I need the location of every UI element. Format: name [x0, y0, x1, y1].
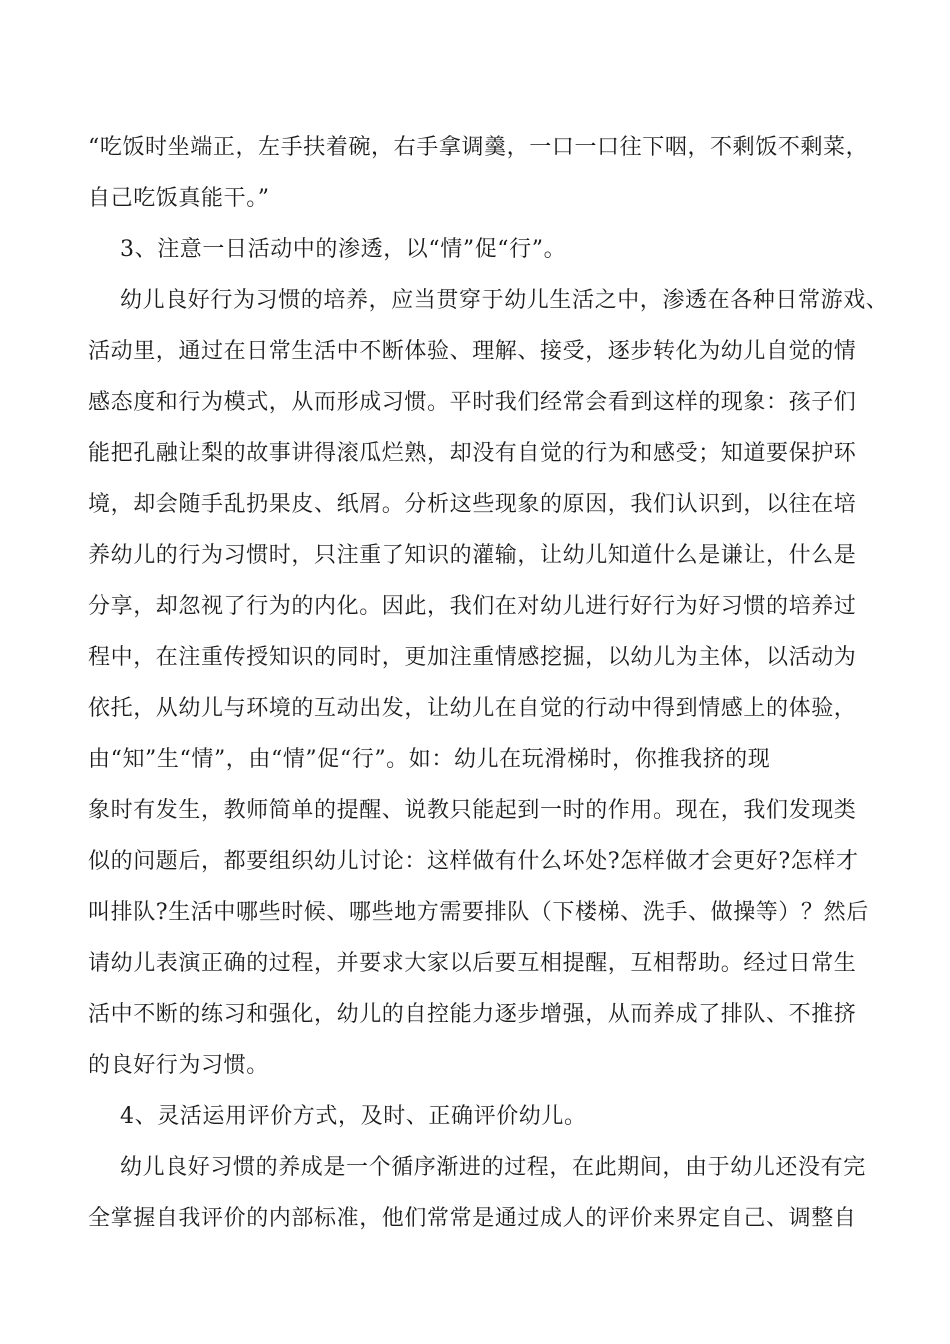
text-line: 请幼儿表演正确的过程，并要求大家以后要互相提醒，互相帮助。经过日常生 — [88, 951, 857, 976]
text-line: 感态度和行为模式，从而形成习惯。平时我们经常会看到这样的现象：孩子们 — [88, 390, 857, 415]
text-line: 幼儿良好习惯的养成是一个循序渐进的过程，在此期间，由于幼儿还没有完 — [120, 1155, 866, 1180]
section-heading: 3、注意一日活动中的渗透，以“情”促“行”。 — [120, 237, 567, 262]
text-line: 叫排队?生活中哪些时候、哪些地方需要排队（下楼梯、洗手、做操等）？然后 — [88, 900, 869, 925]
text-line: 自己吃饭真能干。” — [88, 186, 270, 211]
text-line: 分享，却忽视了行为的内化。因此，我们在对幼儿进行好行为好习惯的培养过 — [88, 594, 857, 619]
text-line: 的良好行为习惯。 — [88, 1053, 269, 1078]
text-line: 活动里，通过在日常生活中不断体验、理解、接受，逐步转化为幼儿自觉的情 — [88, 339, 857, 364]
text-line: 全掌握自我评价的内部标准，他们常常是通过成人的评价来界定自己、调整自 — [88, 1206, 857, 1231]
text-line: 能把孔融让梨的故事讲得滚瓜烂熟，却没有自觉的行为和感受；知道要保护环 — [88, 441, 857, 466]
text-line: 境，却会随手乱扔果皮、纸屑。分析这些现象的原因，我们认识到，以往在培 — [88, 492, 857, 517]
text-line: 程中，在注重传授知识的同时，更加注重情感挖掘，以幼儿为主体，以活动为 — [88, 645, 857, 670]
text-line: 象时有发生，教师简单的提醒、说教只能起到一时的作用。现在，我们发现类 — [88, 798, 857, 823]
text-line: 似的问题后，都要组织幼儿讨论：这样做有什么坏处?怎样做才会更好?怎样才 — [88, 849, 859, 874]
section-heading: 4、灵活运用评价方式，及时、正确评价幼儿。 — [120, 1104, 587, 1129]
text-line: 依托，从幼儿与环境的互动出发，让幼儿在自觉的行动中得到情感上的体验， — [88, 696, 857, 721]
text-line: 活中不断的练习和强化，幼儿的自控能力逐步增强，从而养成了排队、不推挤 — [88, 1002, 857, 1027]
text-line: 幼儿良好行为习惯的培养，应当贯穿于幼儿生活之中，渗透在各种日常游戏、 — [120, 288, 889, 313]
text-line: 养幼儿的行为习惯时，只注重了知识的灌输，让幼儿知道什么是谦让，什么是 — [88, 543, 857, 568]
text-line: 由“知”生“情”，由“情”促“行”。如：幼儿在玩滑梯时，你推我挤的现 — [88, 747, 771, 772]
text-line: “吃饭时坐端正，左手扶着碗，右手拿调羹，一口一口往下咽，不剩饭不剩菜， — [88, 135, 869, 160]
